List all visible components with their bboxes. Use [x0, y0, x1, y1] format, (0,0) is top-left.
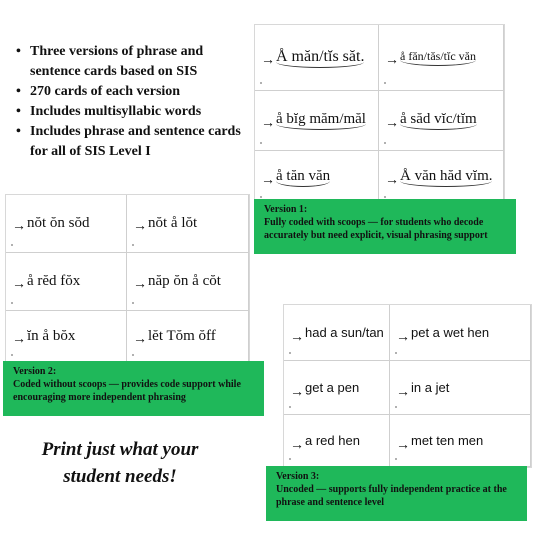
dot-marker — [384, 142, 386, 144]
phrase-card — [284, 305, 390, 361]
arrow-icon: → — [290, 327, 304, 344]
feature-item: • Includes phrase and sentence cards for all of SIS Level I — [14, 122, 254, 162]
card-text: Å măn/tĭs săt. — [276, 48, 364, 68]
caption-title: Version 1: — [264, 204, 308, 215]
phrase-card — [379, 91, 504, 151]
version2-caption — [3, 361, 264, 416]
arrow-icon: → — [261, 172, 275, 188]
version1-card-sheet — [254, 24, 505, 206]
dot-marker — [11, 354, 13, 356]
dot-marker — [384, 196, 386, 198]
arrow-icon: → — [290, 382, 304, 399]
caption-text: Uncoded — supports fully independent practice at the phrase and sentence level — [276, 484, 507, 508]
dot-marker — [395, 352, 397, 354]
card-text: nŏt å lŏt — [148, 215, 198, 231]
card-text: å rĕd fŏx — [27, 273, 81, 289]
feature-item: • 270 cards of each version — [14, 82, 254, 102]
version2-card-sheet — [5, 194, 250, 364]
phrase-card — [6, 253, 127, 311]
arrow-icon: → — [385, 172, 399, 188]
feature-item: • Includes multisyllabic words — [14, 102, 254, 122]
phrase-card — [379, 151, 504, 205]
tagline: Print just what your student needs! — [41, 439, 199, 487]
dot-marker — [395, 406, 397, 408]
phrase-card — [6, 195, 127, 253]
card-text: a red hen — [305, 433, 360, 448]
arrow-icon: → — [12, 331, 26, 347]
arrow-icon: → — [396, 435, 410, 452]
card-text: å săd vĭc/tĭm — [400, 111, 477, 130]
dot-marker — [260, 196, 262, 198]
dot-marker — [289, 406, 291, 408]
card-text: å bĭg măm/măl — [276, 111, 366, 130]
version3-caption — [266, 466, 527, 521]
phrase-card — [284, 361, 390, 415]
phrase-card — [6, 311, 127, 363]
card-text: had a sun/tan — [305, 325, 384, 340]
card-text: å făn/tăs/tĭc văn — [400, 49, 476, 66]
dot-marker — [132, 354, 134, 356]
card-text: nŏt ŏn sŏd — [27, 215, 90, 231]
caption-title: Version 3: — [276, 471, 320, 482]
phrase-card — [255, 151, 379, 205]
card-text: pet a wet hen — [411, 325, 490, 340]
phrase-card — [390, 305, 531, 361]
dot-marker — [132, 244, 134, 246]
feature-list — [14, 42, 254, 162]
caption-text: Fully coded with scoops — for students who decode accurately but need explicit, visual phrasing support — [264, 217, 488, 241]
arrow-icon: → — [261, 52, 275, 68]
card-text: in a jet — [411, 380, 450, 395]
version1-caption — [254, 199, 516, 254]
card-text: å tăn văn — [276, 168, 330, 187]
version3-card-sheet — [283, 304, 532, 468]
arrow-icon: → — [396, 327, 410, 344]
caption-title: Version 2: — [13, 366, 57, 377]
arrow-icon: → — [12, 276, 26, 292]
phrase-card — [284, 415, 390, 467]
phrase-card — [379, 25, 504, 91]
dot-marker — [384, 82, 386, 84]
dot-marker — [260, 82, 262, 84]
arrow-icon: → — [290, 435, 304, 452]
arrow-icon: → — [396, 382, 410, 399]
dot-marker — [260, 142, 262, 144]
phrase-card — [255, 91, 379, 151]
arrow-icon: → — [385, 52, 399, 68]
feature-item: • Three versions of phrase and sentence cards based on SIS — [14, 42, 254, 82]
card-text: get a pen — [305, 380, 360, 395]
caption-text: Coded without scoops — provides code support while encouraging more independent phrasing — [13, 379, 241, 403]
dot-marker — [11, 244, 13, 246]
arrow-icon: → — [385, 115, 399, 131]
card-text: ĭn å bŏx — [27, 328, 76, 344]
dot-marker — [11, 302, 13, 304]
phrase-card — [390, 415, 531, 467]
card-text: năp ŏn å cŏt — [148, 273, 221, 289]
card-text: Å văn hăd vĭm. — [400, 168, 492, 187]
dot-marker — [289, 352, 291, 354]
phrase-card — [127, 195, 249, 253]
phrase-card — [255, 25, 379, 91]
card-text: lĕt Tŏm ŏff — [148, 328, 216, 344]
dot-marker — [132, 302, 134, 304]
arrow-icon: → — [133, 276, 147, 292]
arrow-icon: → — [12, 218, 26, 234]
phrase-card — [127, 253, 249, 311]
arrow-icon: → — [133, 331, 147, 347]
card-text: met ten men — [411, 433, 484, 448]
phrase-card — [390, 361, 531, 415]
dot-marker — [395, 458, 397, 460]
dot-marker — [289, 458, 291, 460]
arrow-icon: → — [133, 218, 147, 234]
arrow-icon: → — [261, 115, 275, 131]
phrase-card — [127, 311, 249, 363]
